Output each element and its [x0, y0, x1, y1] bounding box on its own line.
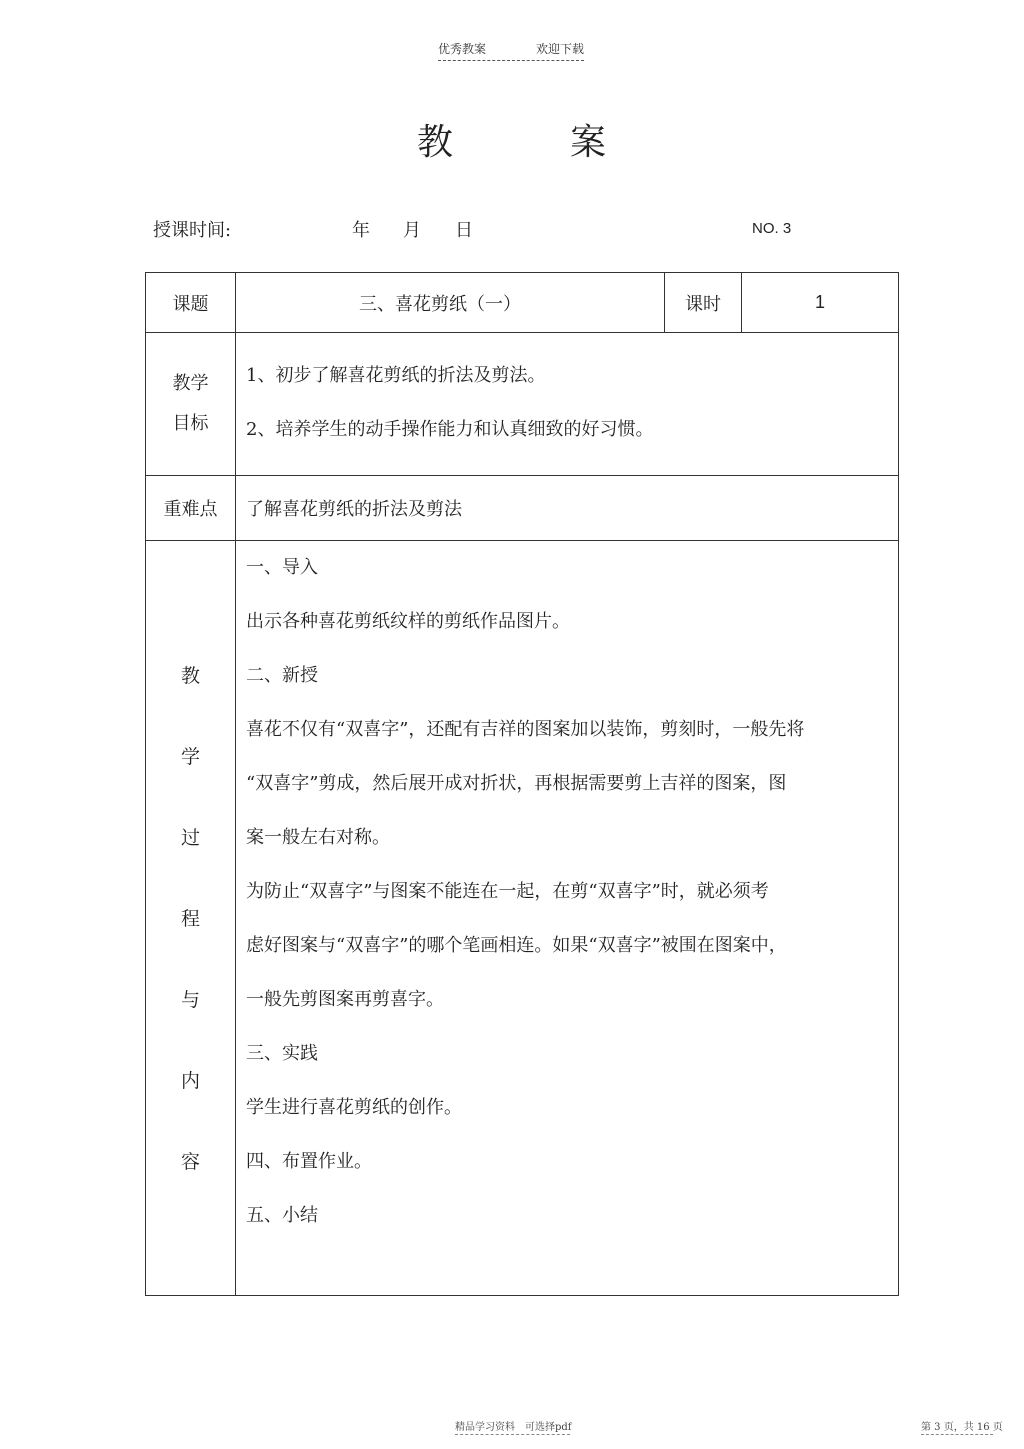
- process-line-11: 学生进行喜花剪纸的创作。: [246, 1097, 462, 1118]
- header-left-text: 优秀教案: [438, 42, 487, 56]
- page-title-left: 教: [417, 122, 454, 163]
- topic-label: 课题: [146, 273, 236, 333]
- process-label-char-4: 程: [180, 908, 200, 930]
- process-label-char-7: 容: [180, 1151, 200, 1173]
- process-label-char-2: 学: [180, 746, 200, 768]
- objectives-label-line1: 教学: [172, 373, 209, 394]
- process-label: [146, 541, 236, 1296]
- process-line-8: 虑好图案与“双喜字”的哪个笔画相连。如果“双喜字”被围在图案中，: [246, 935, 787, 956]
- date-day: 日: [455, 220, 473, 241]
- page-title-right: 案: [570, 122, 607, 163]
- date-year: 年: [352, 220, 370, 241]
- footer-left-text: 精品学习资料 可选择pdf: [455, 1422, 572, 1433]
- process-line-7: 为防止“双喜字”与图案不能连在一起，在剪“双喜字”时，就必须考: [246, 881, 769, 902]
- header-right-text: 欢迎下载: [536, 42, 585, 56]
- objectives-label-line2: 目标: [172, 413, 209, 434]
- process-line-9: 一般先剪图案再剪喜字。: [246, 989, 444, 1010]
- hours-label: 课时: [665, 273, 742, 333]
- objectives-row: [146, 333, 899, 476]
- footer-right-divider: [921, 1434, 993, 1435]
- key-points-row: [146, 476, 899, 541]
- footer-left-divider: [455, 1434, 570, 1435]
- header-divider: [438, 60, 584, 61]
- key-points-value: 了解喜花剪纸的折法及剪法: [236, 476, 899, 541]
- process-row: [146, 541, 899, 1296]
- date-label: 授课时间:: [153, 220, 232, 241]
- topic-row: [146, 273, 899, 333]
- footer-page-number: 第 3 页，共 16 页: [921, 1422, 1003, 1433]
- hours-value: 1: [742, 273, 899, 333]
- key-points-label: 重难点: [146, 476, 236, 541]
- objectives-content: [236, 333, 899, 476]
- objective-item-1: 1、初步了解喜花剪纸的折法及剪法。: [246, 365, 546, 386]
- process-line-4: 喜花不仅有“双喜字”，还配有吉祥的图案加以装饰，剪刻时，一般先将: [246, 719, 805, 740]
- process-label-char-1: 教: [180, 665, 200, 687]
- process-line-13: 五、小结: [246, 1205, 318, 1226]
- process-label-char-6: 内: [180, 1070, 200, 1092]
- lesson-plan-table: [145, 272, 899, 1296]
- process-line-1: 一、导入: [246, 557, 318, 578]
- process-label-char-3: 过: [180, 827, 200, 849]
- topic-value: 三、喜花剪纸（一）: [236, 273, 665, 333]
- process-content: [236, 541, 899, 1296]
- lesson-number: NO. 3: [752, 220, 792, 237]
- objectives-label: [146, 333, 236, 476]
- process-line-10: 三、实践: [246, 1043, 318, 1064]
- process-label-char-5: 与: [180, 989, 200, 1011]
- process-line-5: “双喜字”剪成，然后展开成对折状，再根据需要剪上吉祥的图案，图: [246, 773, 787, 794]
- objective-item-2: 2、培养学生的动手操作能力和认真细致的好习惯。: [246, 419, 654, 440]
- process-line-6: 案一般左右对称。: [246, 827, 390, 848]
- process-line-3: 二、新授: [246, 665, 318, 686]
- process-line-12: 四、布置作业。: [246, 1151, 372, 1172]
- process-line-2: 出示各种喜花剪纸纹样的剪纸作品图片。: [246, 611, 570, 632]
- date-month: 月: [403, 220, 421, 241]
